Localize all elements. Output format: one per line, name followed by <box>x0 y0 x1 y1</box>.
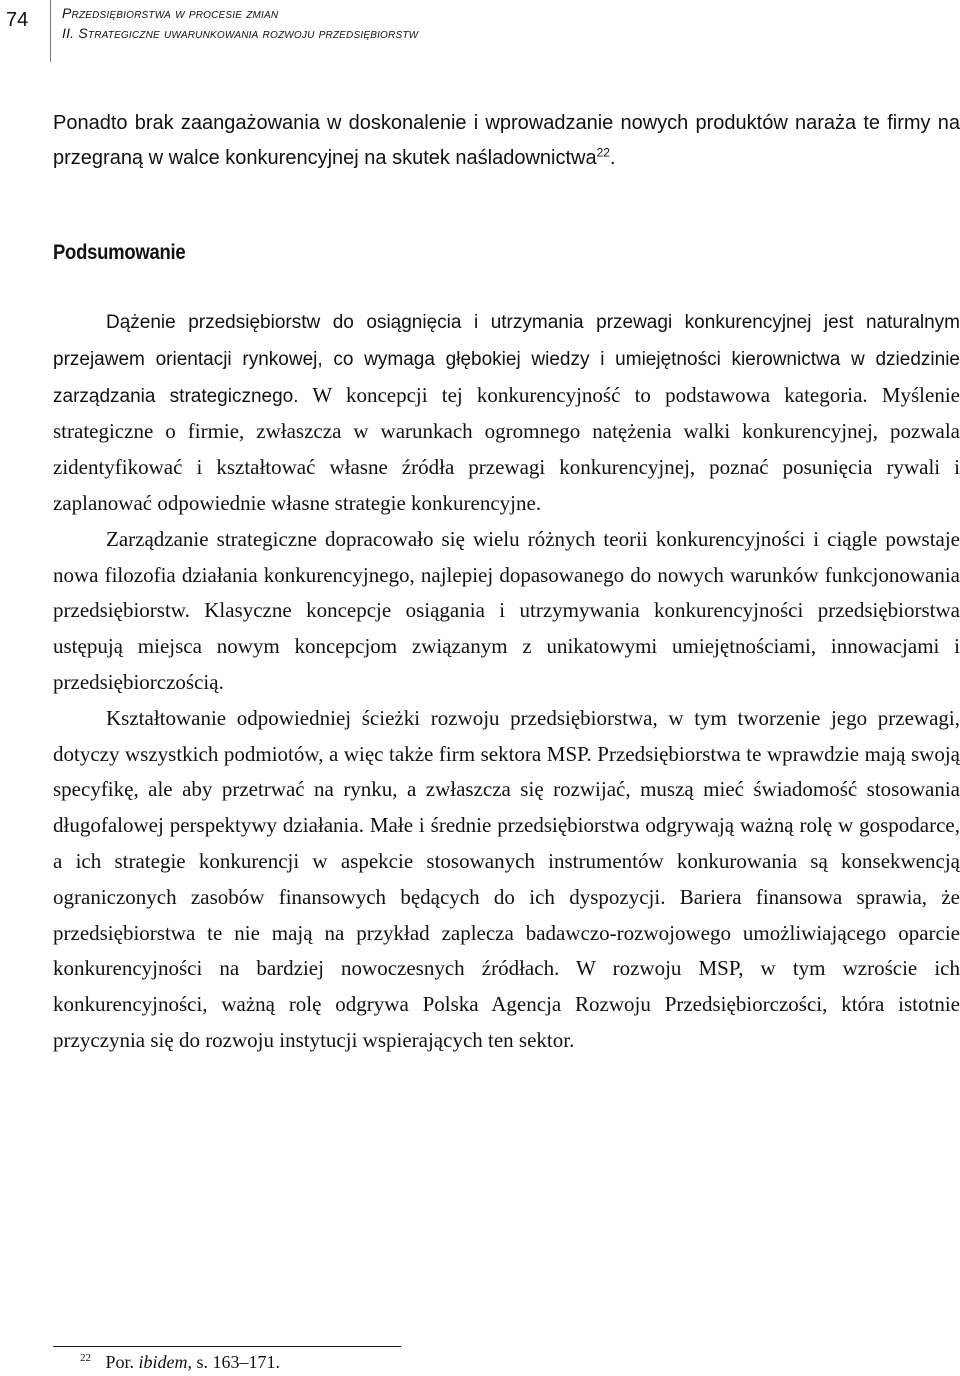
intro-text: Ponadto brak zaangażowania w doskonalenie i wprowadzanie nowych produktów naraża te firmy na przegraną w walce konkurencyjnej na skutek naśladownictwa <box>53 112 960 169</box>
page-number: 74 <box>6 9 29 31</box>
running-head-chapter <box>62 24 418 42</box>
summary-section <box>53 304 960 1059</box>
header-divider <box>50 0 51 62</box>
paragraph-1-sans-text: Dążenie przedsiębiorstw do osiągnięcia i utrzymania przewagi konkurencyjnej jest naturalnym przejawem orientacji rynkowej, co wymaga głębokiej wiedzy i umiejętności kierownictwa w dziedzinie zarządzania strategicznego. <box>53 312 960 407</box>
running-head-title <box>62 4 278 22</box>
footnote-divider <box>53 1346 401 1347</box>
paragraph-1-serif-text: W koncepcji tej konkurencyjność to podstawowa kategoria. Myślenie strategiczne o firmie, zwłaszcza w warunkach ogromnego natężenia walki konkurencyjnej, pozwala zidentyfikować i kształtować własne źródła przewagi konkurencyjnej, poznać posunięcia rywali i zaplanować odpowiednie własne strategie konkurencyjne. <box>53 382 960 515</box>
running-head-chapter-text: II. Strategiczne uwarunkowania rozwoju przedsiębiorstw <box>62 25 419 41</box>
intro-paragraph <box>53 106 960 176</box>
section-heading: Podsumowanie <box>53 241 186 264</box>
intro-tail: . <box>609 147 616 169</box>
paragraph-2: Zarządzanie strategiczne dopracowało się wielu różnych teorii konkurencyjności i ciągle powstaje nowa filozofia działania konkurencyjnego, najlepiej dopasowanego do nowych warunków funkcjonowania przedsiębiorstw. Klasyczne koncepcje osiągania i utrzymywania konkurencyjności przedsiębiorstwa ustępują miejsca nowym koncepcjom związanym z unikatowymi umiejętnościami, innowacjami i przedsiębiorczością. <box>53 526 960 694</box>
footnote-suffix: , s. 163–171. <box>187 1352 281 1372</box>
footnote <box>80 1350 280 1374</box>
footnote-reference[interactable]: 22 <box>596 145 610 160</box>
footnote-number: 22 <box>80 1352 91 1364</box>
paragraph-1 <box>53 304 960 522</box>
paragraph-3: Kształtowanie odpowiedniej ścieżki rozwoju przedsiębiorstwa, w tym tworzenie jego przewagi, dotyczy wszystkich podmiotów, a więc także firm sektora MSP. Przedsiębiorstwa te wprawdzie mają swoją specyfikę, ale aby przetrwać na rynku, a zwłaszcza się rozwijać, muszą mieć świadomość stosowania długofalowej perspektywy działania. Małe i średnie przedsiębiorstwa odgrywają ważną rolę w gospodarce, a ich strategie konkurencji w aspekcie stosowanych instrumentów konkurowania są konsekwencją ograniczonych zasobów finansowych będących do ich dyspozycji. Bariera finansowa sprawia, że przedsiębiorstwa te nie mają na przykład zaplecza badawczo-rozwojowego umożliwiającego oparcie konkurencyjności na bardziej nowoczesnych źródłach. W rozwoju MSP, w tym wzroście ich konkurencyjności, ważną rolę odgrywa Polska Agencja Rozwoju Przedsiębiorczości, która istotnie przyczynia się do rozwoju instytucji wspierających ten sektor. <box>53 705 960 1052</box>
footnote-prefix: Por. <box>105 1352 139 1372</box>
footnote-italic: ibidem <box>138 1352 188 1372</box>
running-head-title-text: Przedsiębiorstwa w procesie zmian <box>62 5 279 21</box>
